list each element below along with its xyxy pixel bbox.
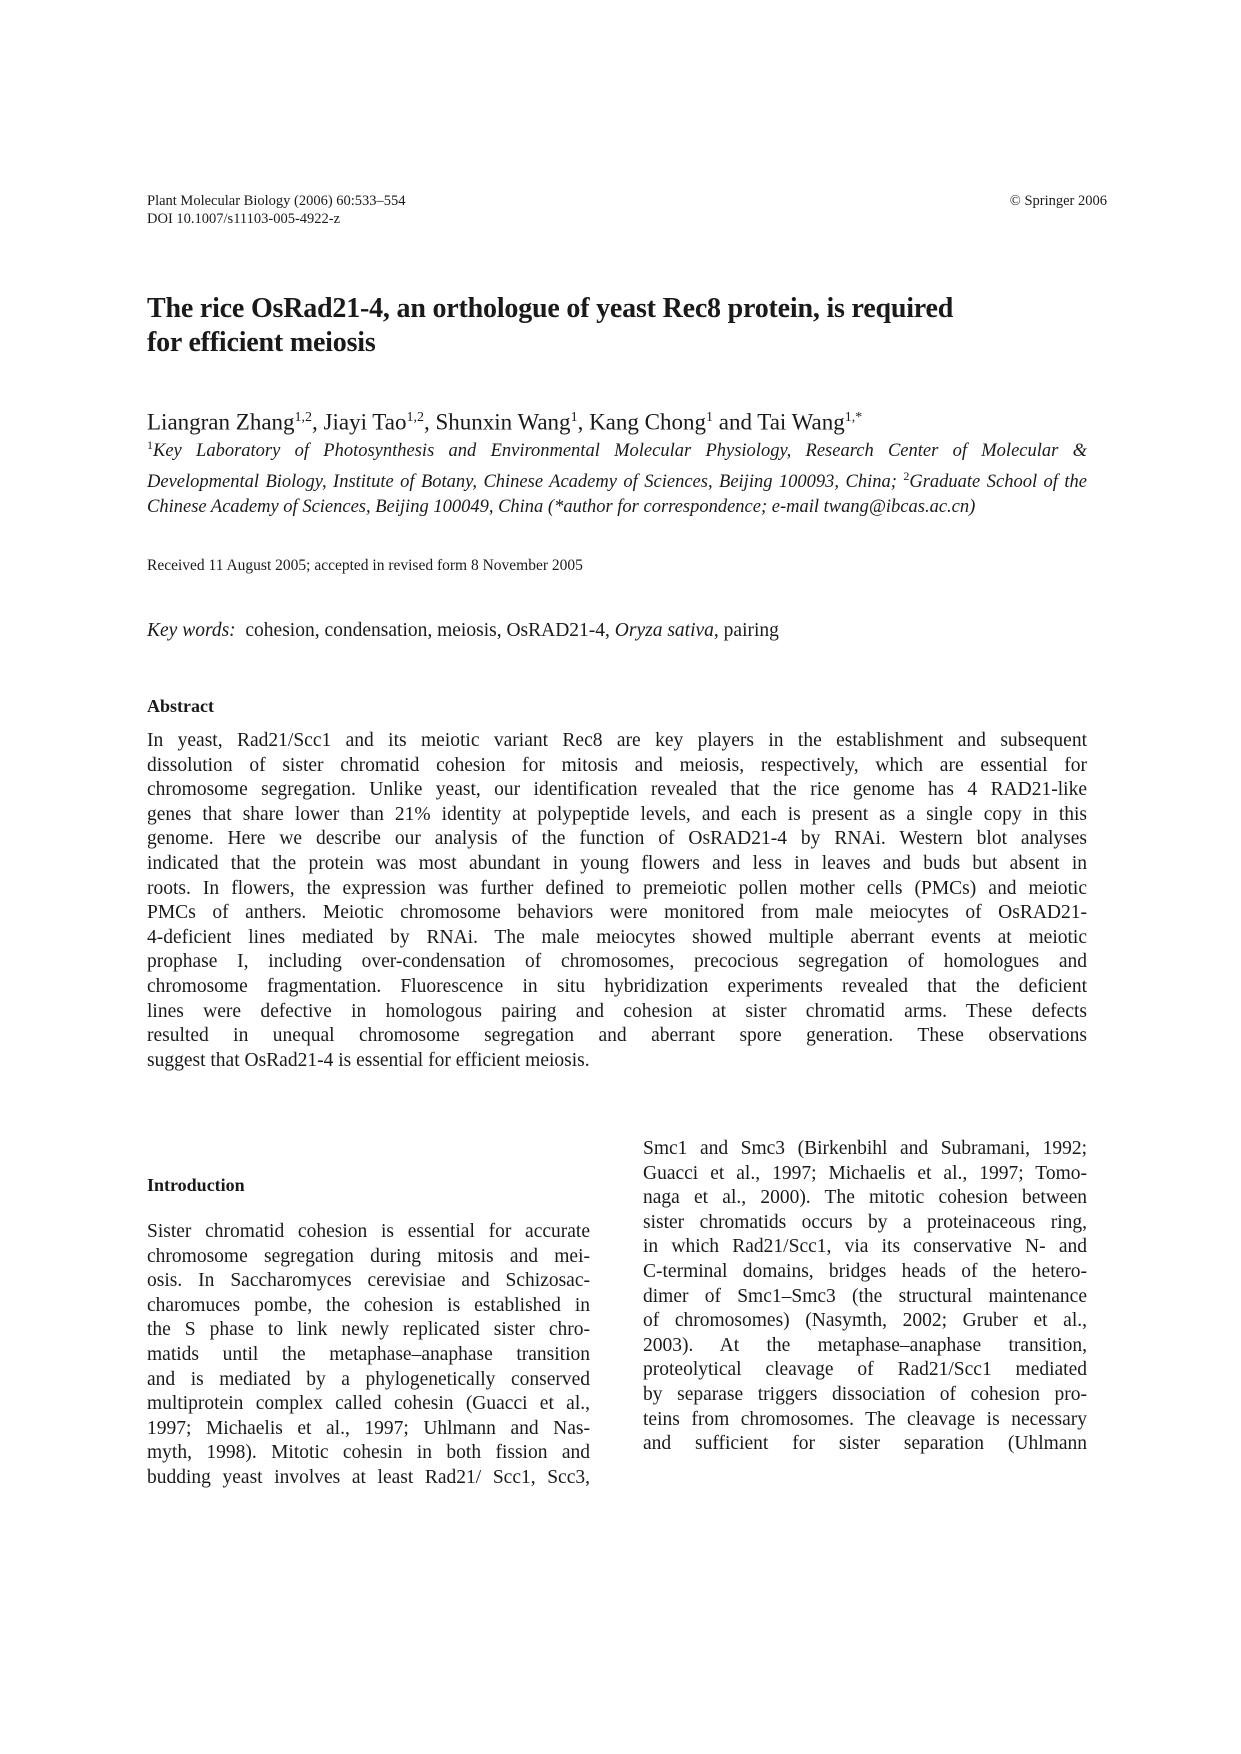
author-name: , Shunxin Wang xyxy=(423,409,571,435)
author-name: , Jiayi Tao xyxy=(312,409,407,435)
abstract-line: lines were defective in homologous pairing and cohesion at sister chromatid arms. These defects xyxy=(147,1000,1087,1022)
affiliation-1: Key Laboratory of Photosynthesis and Environmental Molecular Physiology, Research Center of Molecular & Developmental Biology, Institute of Botany, Chinese Academy of Sciences, Beijing 100093, China; xyxy=(147,441,1087,493)
author-name: and Tai Wang xyxy=(712,409,845,435)
intro-line: 1997; Michaelis et al., 1997; Uhlmann and Nas- xyxy=(147,1417,590,1439)
abstract-line: PMCs of anthers. Meiotic chromosome behaviors were monitored from male meiocytes of OsRAD21- xyxy=(147,902,1087,924)
copyright-notice: © Springer 2006 xyxy=(1009,193,1107,209)
keywords-list: cohesion, condensation, meiosis, OsRAD21-4, xyxy=(245,620,615,641)
title-line-1: The rice OsRad21-4, an orthologue of yeast Rec8 protein, is required xyxy=(147,293,954,324)
keyword-species: Oryza sativa xyxy=(614,620,714,641)
abstract-line: In yeast, Rad21/Scc1 and its meiotic variant Rec8 are key players in the establishment and subsequent xyxy=(147,730,1087,751)
intro-line: charomuces pombe, the cohesion is established in xyxy=(147,1294,590,1316)
intro-line: proteolytical cleavage of Rad21/Scc1 mediated xyxy=(643,1359,1087,1381)
author-affil-mark: 1,* xyxy=(844,410,863,425)
intro-line: osis. In Saccharomyces cerevisiae and Schizosac- xyxy=(147,1270,590,1292)
abstract-line: genes that share lower than 21% identity at polypeptide levels, and each is present as a single copy in this xyxy=(147,803,1087,825)
abstract-line: suggest that OsRad21-4 is essential for efficient meiosis. xyxy=(147,1049,590,1071)
intro-line: of chromosomes) (Nasymth, 2002; Gruber et al., xyxy=(643,1310,1087,1332)
intro-line: teins from chromosomes. The cleavage is necessary xyxy=(643,1408,1087,1430)
intro-line: naga et al., 2000). The mitotic cohesion between xyxy=(643,1187,1087,1209)
abstract-line: chromosome fragmentation. Fluorescence in situ hybridization experiments revealed that the deficient xyxy=(147,975,1087,997)
abstract-line: chromosome segregation. Unlike yeast, our identification revealed that the rice genome has 4 RAD21-like xyxy=(147,779,1087,801)
intro-column-right xyxy=(643,1137,1087,1457)
author-affil-mark: 1,2 xyxy=(294,410,313,425)
keywords xyxy=(147,620,779,642)
keywords-label: Key words: xyxy=(147,620,236,641)
author-affil-mark: 1 xyxy=(705,410,713,425)
intro-line: by separase triggers dissociation of cohesion pro- xyxy=(643,1383,1087,1405)
abstract-line: indicated that the protein was most abundant in young flowers and less in leaves and buds but absent in xyxy=(147,852,1087,874)
intro-line: and is mediated by a phylogenetically conserved xyxy=(147,1368,590,1390)
intro-line: in which Rad21/Scc1, via its conservative N- and xyxy=(643,1236,1087,1258)
intro-line: the S phase to link newly replicated sister chro- xyxy=(147,1319,590,1341)
abstract-line: 4-deficient lines mediated by RNAi. The male meiocytes showed multiple aberrant events at meiotic xyxy=(147,926,1087,948)
abstract-line: resulted in unequal chromosome segregation and aberrant spore generation. These observations xyxy=(147,1025,1087,1047)
author-affil-mark: 1,2 xyxy=(406,410,424,425)
intro-line: chromosome segregation during mitosis and mei- xyxy=(147,1245,590,1267)
journal-header xyxy=(147,192,1107,228)
intro-line: multiprotein complex called cohesin (Guacci et al., xyxy=(147,1393,590,1415)
affil-mark: 1 xyxy=(147,438,153,452)
intro-line: 2003). At the metaphase–anaphase transition, xyxy=(643,1334,1087,1356)
abstract-heading: Abstract xyxy=(147,696,214,716)
affil-mark: 2 xyxy=(903,469,910,484)
intro-line: myth, 1998). Mitotic cohesin in both fission and xyxy=(147,1442,590,1464)
intro-line: C-terminal domains, bridges heads of the hetero- xyxy=(643,1260,1087,1282)
intro-line: dimer of Smc1–Smc3 (the structural maintenance xyxy=(643,1285,1087,1307)
author-name: , Kang Chong xyxy=(577,409,706,435)
author-list xyxy=(147,404,1107,437)
intro-line: Smc1 and Smc3 (Birkenbihl and Subramani, 1992; xyxy=(643,1138,1087,1159)
paper-title xyxy=(147,292,1107,360)
intro-column-left xyxy=(147,1220,590,1491)
received-dates: Received 11 August 2005; accepted in revised form 8 November 2005 xyxy=(147,557,583,574)
intro-line: and sufficient for sister separation (Uhlmann xyxy=(643,1433,1087,1455)
author-affil-mark: 1 xyxy=(570,410,578,425)
intro-line: sister chromatids occurs by a proteinaceous ring, xyxy=(643,1211,1087,1233)
intro-line: Sister chromatid cohesion is essential for accurate xyxy=(147,1221,590,1242)
abstract-line: roots. In flowers, the expression was further defined to premeiotic pollen mother cells (PMCs) and meiotic xyxy=(147,877,1087,899)
doi-line: DOI 10.1007/s11103-005-4922-z xyxy=(147,211,341,227)
affiliations xyxy=(147,433,1087,520)
title-line-2: for efficient meiosis xyxy=(147,327,376,358)
keywords-tail: , pairing xyxy=(713,620,779,641)
abstract-line: dissolution of sister chromatid cohesion for mitosis and meiosis, respectively, which are essential for xyxy=(147,754,1087,776)
intro-line: budding yeast involves at least Rad21/ Scc1, Scc3, xyxy=(147,1466,590,1488)
abstract-line: genome. Here we describe our analysis of the function of OsRAD21-4 by RNAi. Western blot analyses xyxy=(147,828,1087,850)
author-name: Liangran Zhang xyxy=(147,409,295,435)
affiliation-2: Graduate School of the Chinese Academy of Sciences, Beijing 100049, China (*author for correspondence; e-mail twang@ibcas.ac.cn) xyxy=(147,472,1087,518)
introduction-heading: Introduction xyxy=(147,1175,245,1195)
intro-line: Guacci et al., 1997; Michaelis et al., 1997; Tomo- xyxy=(643,1162,1087,1184)
journal-citation: Plant Molecular Biology (2006) 60:533–554 xyxy=(147,193,406,209)
abstract-line: prophase I, including over-condensation of chromosomes, precocious segregation of homologues and xyxy=(147,951,1087,973)
intro-line: matids until the metaphase–anaphase transition xyxy=(147,1343,590,1365)
abstract-body xyxy=(147,729,1087,1073)
